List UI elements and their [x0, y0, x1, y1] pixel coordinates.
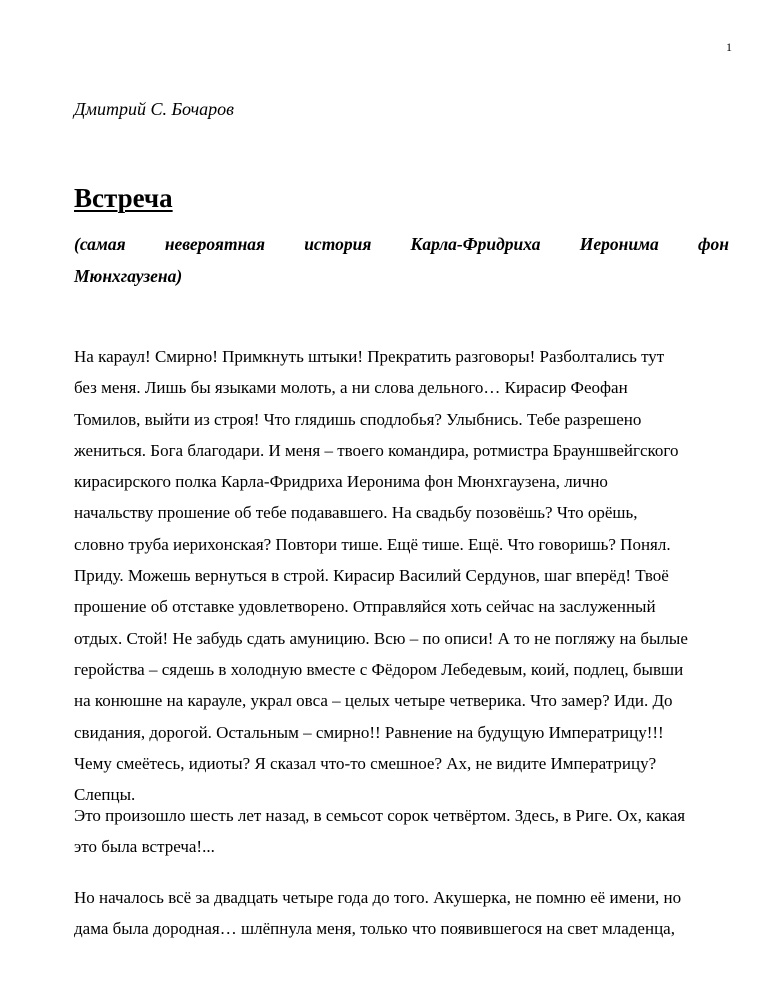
text-line: Слепцы.: [74, 785, 136, 805]
text-line: это была встреча!...: [74, 837, 215, 857]
paragraph-beginning: [74, 882, 734, 945]
text-line: Но началось всё за двадцать четыре года до того. Акушерка, не помню её имени, но: [74, 888, 682, 907]
subtitle-word: история: [304, 234, 372, 254]
text-line: Это произошло шесть лет назад, в семьсот сорок четвёртом. Здесь, в Риге. Ох, какая: [74, 806, 686, 825]
subtitle-line-1: [74, 228, 729, 260]
text-line: начальству прошение об тебе подававшего. На свадьбу позовёшь? Что орёшь,: [74, 503, 638, 523]
subtitle-line-2: Мюнхгаузена): [74, 266, 183, 286]
text-line: словно труба иерихонская? Повтори тише. Ещё тише. Ещё. Что говоришь? Понял.: [74, 534, 671, 554]
text-line: отдых. Стой! Не забудь сдать амуницию. Всю – по описи! А то не погляжу на былые: [74, 628, 688, 648]
text-line: Томилов, выйти из строя! Что глядишь сподлобья? Улыбнись. Тебе разрешено: [74, 409, 642, 429]
story-title: Встреча: [74, 183, 173, 213]
text-line: На караул! Смирно! Примкнуть штыки! Прекратить разговоры! Разболтались тут: [74, 347, 665, 366]
text-line: прошение об отставке удовлетворено. Отправляйся хоть сейчас на заслуженный: [74, 597, 656, 617]
paragraph-memory: [74, 800, 734, 863]
text-line: на конюшне на карауле, украл овса – целых четыре четверика. Что замер? Иди. До: [74, 691, 673, 711]
text-line: жениться. Бога благодари. И меня – твоего командира, ротмистра Брауншвейгского: [74, 440, 679, 460]
text-line: свидания, дорогой. Остальным – смирно!! Равнение на будущую Императрицу!!!: [74, 722, 664, 742]
text-line: Чему смеётесь, идиоты? Я сказал что-то смешное? Ах, не видите Императрицу?: [74, 753, 657, 773]
text-line: геройства – сядешь в холодную вместе с Фёдором Лебедевым, коий, подлец, бывши: [74, 659, 684, 679]
page-number: 1: [726, 40, 732, 54]
text-line: без меня. Лишь бы языками молоть, а ни слова дельного… Кирасир Феофан: [74, 378, 628, 398]
subtitle-word: фон: [697, 234, 729, 254]
subtitle-word: (самая: [74, 234, 126, 254]
text-line: кирасирского полка Карла-Фридриха Иеронима фон Мюнхгаузена, лично: [74, 472, 608, 492]
story-subtitle: [74, 228, 729, 292]
author-name: Дмитрий С. Бочаров: [74, 99, 234, 119]
text-line: Приду. Можешь вернуться в строй. Кирасир Василий Сердунов, шаг вперёд! Твоё: [74, 566, 669, 586]
text-line: дама была дородная… шлёпнула меня, только что появившегося на свет младенца,: [74, 919, 675, 939]
paragraph-opening-speech: [74, 341, 734, 810]
subtitle-word: невероятная: [164, 234, 266, 254]
subtitle-word: Карла-Фридриха: [410, 234, 541, 254]
subtitle-word: Иеронима: [579, 234, 659, 254]
